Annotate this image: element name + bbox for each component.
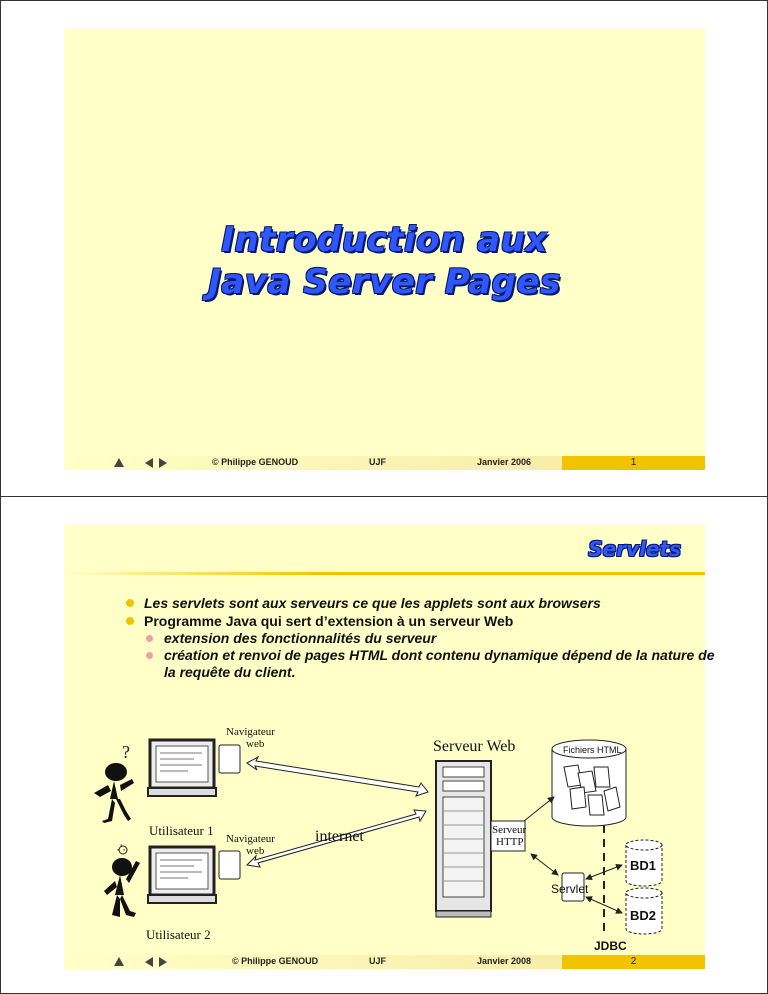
arrow-http-htmlfiles xyxy=(524,797,554,821)
nav-up-icon[interactable] xyxy=(114,458,124,467)
server-tower-icon xyxy=(436,761,491,917)
footer-org: UJF xyxy=(369,457,387,467)
svg-text:·'·: ·'· xyxy=(116,842,127,856)
browser-2-label: Navigateur web xyxy=(226,833,275,857)
sub-bullet-2: création et renvoi de pages HTML dont contenu dynamique dépend de la nature de la requête du client. xyxy=(126,647,724,681)
jdbc-label: JDBC xyxy=(594,939,627,950)
server-label: Serveur Web xyxy=(433,738,516,755)
slide-footer xyxy=(64,456,705,470)
footer-author: © Philippe GENOUD xyxy=(232,956,319,966)
title-underline xyxy=(64,572,705,575)
bullet-dot-icon xyxy=(126,599,134,607)
slide-footer xyxy=(64,955,705,969)
computer-2 xyxy=(148,847,216,903)
nav-prev-icon[interactable] xyxy=(145,458,153,468)
bullet-2: Programme Java qui sert d’extension à un serveur Web xyxy=(126,613,724,630)
nav-prev-icon[interactable] xyxy=(145,957,153,967)
bullet-dot-icon xyxy=(126,617,134,625)
architecture-diagram xyxy=(64,715,705,950)
user-1-figure xyxy=(94,742,134,823)
slide-title xyxy=(64,219,705,303)
bullet-dot-icon xyxy=(146,652,153,659)
computer-1 xyxy=(148,740,216,796)
db1-label: BD1 xyxy=(630,858,657,873)
footer-date: Janvier 2006 xyxy=(477,457,532,467)
slide-2 xyxy=(64,525,715,969)
nav-next-icon[interactable] xyxy=(159,957,167,967)
user-1-label: Utilisateur 1 xyxy=(149,823,214,838)
sub-bullet-1: extension des fonctionnalités du serveur xyxy=(126,630,724,647)
title-line-1: Introduction aux xyxy=(221,220,548,260)
footer-org: UJF xyxy=(369,956,387,966)
title-line-2: Java Server Pages xyxy=(208,262,561,302)
arrow-http-servlet xyxy=(531,854,558,875)
bullet-1: Les servlets sont aux serveurs ce que les applets sont aux browsers xyxy=(126,595,644,612)
user-2-figure xyxy=(104,842,140,917)
svg-text:?: ? xyxy=(122,742,130,762)
browser-1-label: Navigateur web xyxy=(226,726,275,750)
footer-author: © Philippe GENOUD xyxy=(212,457,299,467)
slide-title: Servlets xyxy=(588,537,681,561)
db2-label: BD2 xyxy=(630,908,657,923)
bullet-dot-icon xyxy=(146,635,153,642)
html-files-label: Fichiers HTML xyxy=(563,745,622,755)
footer-date: Janvier 2008 xyxy=(477,956,532,966)
arrow-browser1-server xyxy=(247,757,428,796)
browser-2-window xyxy=(219,851,240,879)
nav-up-icon[interactable] xyxy=(114,957,124,966)
browser-1-window xyxy=(219,745,240,773)
page-number: 1 xyxy=(562,456,705,470)
servlet-label: Servlet xyxy=(551,882,589,896)
bullet-list xyxy=(126,595,724,681)
page-2 xyxy=(0,496,768,994)
page-number: 2 xyxy=(562,955,705,969)
nav-next-icon[interactable] xyxy=(159,458,167,468)
user-2-label: Utilisateur 2 xyxy=(146,927,211,942)
internet-label: internet xyxy=(315,828,364,845)
http-server-label: Serveur HTTP xyxy=(492,824,527,848)
slide-1 xyxy=(64,29,705,470)
